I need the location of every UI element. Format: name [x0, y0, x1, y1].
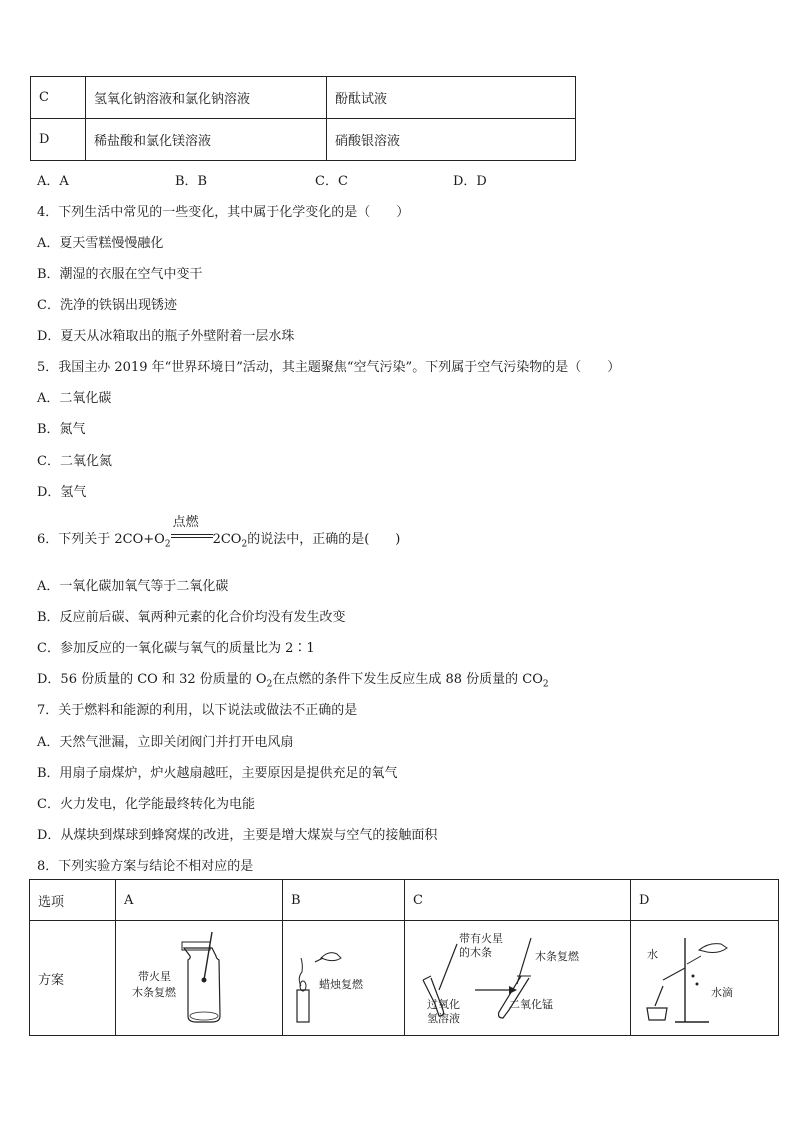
q5-option-c[interactable]: C．二氧化氮 [37, 454, 112, 469]
q3-options [37, 170, 487, 189]
q6-product: 2CO [212, 532, 242, 547]
mixture-cell: 氢氧化钠溶液和氯化钠溶液 [86, 77, 327, 119]
subscript: 2 [542, 679, 549, 690]
stand-beaker-icon [639, 928, 770, 1028]
table-row [30, 921, 779, 1036]
q5-option-a[interactable]: A．二氧化碳 [37, 391, 112, 406]
figure-b-cell [283, 921, 405, 1036]
figure-d-cell [631, 921, 779, 1036]
fig-d-label-drop: 水滴 [711, 986, 733, 999]
fig-d-label-water: 水 [647, 948, 658, 961]
experiment-table [29, 879, 779, 1036]
header-a: A [116, 880, 283, 921]
row-label-scheme: 方案 [30, 921, 116, 1036]
q5-stem: 5．我国主办 2019 年“世界环境日”活动，其主题聚焦“空气污染”。下列属于空气污染物的是（ ） [37, 360, 621, 375]
fig-a-label-1: 带火星 [138, 970, 171, 983]
fig-c-label-right-top: 木条复燃 [535, 950, 579, 963]
option-c[interactable]: C．C [315, 174, 348, 189]
mixture-cell: 稀盐酸和氯化镁溶液 [86, 119, 327, 161]
figure-b [291, 928, 396, 1028]
q5-option-d[interactable]: D．氢气 [37, 485, 87, 500]
header-b: B [283, 880, 405, 921]
q7-option-b[interactable]: B．用扇子扇煤炉，炉火越扇越旺，主要原因是提供充足的氧气 [37, 766, 398, 781]
table-row [31, 77, 576, 119]
top-table [30, 76, 576, 161]
fig-b-label: 蜡烛复燃 [319, 978, 363, 991]
q6-option-d-prefix: D．56 份质量的 CO 和 32 份质量的 O [37, 672, 267, 687]
table-header-row [30, 880, 779, 921]
subscript: 2 [164, 539, 171, 550]
reaction-arrow [171, 515, 213, 543]
q6-option-d[interactable] [37, 668, 549, 690]
header-c: C [405, 880, 631, 921]
q6-stem-suffix: 的说法中，正确的是( ) [247, 532, 401, 547]
reaction-condition: 点燃 [172, 515, 199, 530]
q7-option-a[interactable]: A．天然气泄漏，立即关闭阀门并打开电风扇 [37, 735, 294, 750]
q6-option-d-mid: 在点燃的条件下发生反应生成 88 份质量的 CO [272, 672, 543, 687]
figure-c-cell [405, 921, 631, 1036]
fig-c-label-left-1: 过氧化 [427, 998, 460, 1011]
table-row [31, 119, 576, 161]
reagent-cell: 酚酞试液 [327, 77, 576, 119]
option-a[interactable]: A．A [37, 174, 69, 189]
fig-c-label-left-2: 氢溶液 [427, 1012, 460, 1025]
q7-option-d[interactable]: D．从煤块到煤球到蜂窝煤的改进，主要是增大煤炭与空气的接触面积 [37, 828, 438, 843]
q6-stem-prefix: 6．下列关于 2CO+O [37, 532, 165, 547]
subscript: 2 [266, 679, 273, 690]
subscript: 2 [241, 539, 248, 550]
row-label: D [31, 119, 86, 161]
q6-option-a[interactable]: A．一氧化碳加氧气等于二氧化碳 [37, 579, 229, 594]
q4-option-a[interactable]: A．夏天雪糕慢慢融化 [37, 236, 164, 251]
q4-option-c[interactable]: C．洗净的铁锅出现锈迹 [37, 298, 177, 313]
fig-c-label-top-1: 带有火星 [459, 932, 503, 945]
figure-c [413, 928, 622, 1028]
figure-a [124, 928, 274, 1028]
q6-option-b[interactable]: B．反应前后碳、氧两种元素的化合价均没有发生改变 [37, 610, 346, 625]
q6-option-c[interactable]: C．参加反应的一氧化碳与氧气的质量比为 2∶1 [37, 641, 315, 656]
header-d: D [631, 880, 779, 921]
q6-stem [37, 515, 401, 550]
figure-d [639, 928, 770, 1028]
option-b[interactable]: B．B [175, 174, 208, 189]
q7-stem: 7．关于燃料和能源的利用，以下说法或做法不正确的是 [37, 703, 358, 718]
fig-c-label-top-2: 的木条 [459, 946, 492, 959]
header-option: 选项 [30, 880, 116, 921]
q4-stem: 4．下列生活中常见的一些变化，其中属于化学变化的是（ ） [37, 205, 410, 220]
q8-stem: 8．下列实验方案与结论不相对应的是 [37, 859, 254, 874]
fig-a-label-2: 木条复燃 [132, 986, 176, 999]
row-label: C [31, 77, 86, 119]
figure-a-cell [116, 921, 283, 1036]
fig-c-label-right-bottom: 二氧化锰 [509, 998, 553, 1011]
option-d[interactable]: D．D [453, 174, 487, 189]
q7-option-c[interactable]: C．火力发电，化学能最终转化为电能 [37, 797, 255, 812]
q5-option-b[interactable]: B．氮气 [37, 422, 86, 437]
q4-option-d[interactable]: D．夏天从冰箱取出的瓶子外壁附着一层水珠 [37, 329, 295, 344]
q4-option-b[interactable]: B．潮湿的衣服在空气中变干 [37, 267, 203, 282]
reagent-cell: 硝酸银溶液 [327, 119, 576, 161]
